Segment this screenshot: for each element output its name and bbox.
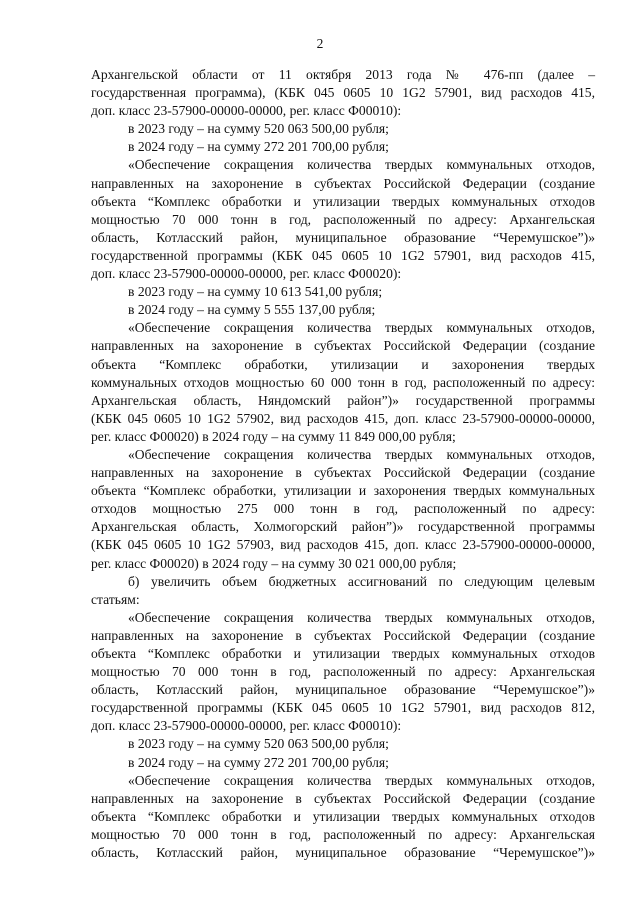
text-line: (КБК 045 0605 10 1G2 57902, вид расходов 415, доп. класс 23-57900-00000-00000, bbox=[91, 410, 595, 426]
text-line: «Обеспечение сокращения количества твердых коммунальных отходов, bbox=[128, 772, 595, 788]
text-line: область, Котласский район, муниципальное образование “Черемушское”)» bbox=[91, 229, 595, 245]
text-line: Архангельская область, Холмогорский район”)» государственной программы bbox=[91, 519, 595, 535]
page-number: 2 bbox=[316, 36, 324, 51]
text-line: в 2024 году – на сумму 272 201 700,00 рубля; bbox=[128, 754, 389, 770]
text-line: Архангельской области от 11 октября 2013 года № 476-пп (далее – bbox=[91, 67, 595, 82]
text-line: направленных на захоронение в субъектах Российской Федерации (создание bbox=[91, 627, 595, 643]
text-line: область, Котласский район, муниципальное образование “Черемушское”)» bbox=[91, 845, 595, 861]
text-line: рег. класс Ф00020) в 2024 году – на сумму 11 849 000,00 рубля; bbox=[91, 428, 456, 444]
text-line: в 2024 году – на сумму 5 555 137,00 рубля; bbox=[128, 302, 376, 318]
text-line: направленных на захоронение в субъектах Российской Федерации (создание bbox=[91, 465, 595, 481]
text-line: в 2023 году – на сумму 520 063 500,00 рубля; bbox=[128, 121, 389, 137]
text-line: направленных на захоронение в субъектах Российской Федерации (создание bbox=[91, 790, 595, 806]
text-line: «Обеспечение сокращения количества твердых коммунальных отходов, bbox=[128, 157, 595, 173]
text-line: направленных на захоронение в субъектах Российской Федерации (создание bbox=[91, 175, 595, 191]
text-line: (КБК 045 0605 10 1G2 57903, вид расходов 415, доп. класс 23-57900-00000-00000, bbox=[91, 537, 595, 553]
text-line: мощностью 70 000 тонн в год, расположенный по адресу: Архангельская bbox=[91, 211, 595, 227]
text-line: мощностью 70 000 тонн в год, расположенный по адресу: Архангельская bbox=[91, 664, 595, 680]
document-body bbox=[91, 66, 595, 862]
text-line: «Обеспечение сокращения количества твердых коммунальных отходов, bbox=[128, 446, 595, 462]
text-line: мощностью 70 000 тонн в год, расположенный по адресу: Архангельская bbox=[91, 826, 595, 842]
text-line: объекта “Комплекс обработки и утилизации твердых коммунальных отходов bbox=[91, 646, 595, 661]
text-line: коммунальных отходов мощностью 60 000 тонн в год, расположенный по адресу: bbox=[91, 374, 595, 390]
text-line: государственная программа), (КБК 045 0605 10 1G2 57901, вид расходов 415, bbox=[91, 85, 595, 101]
text-line: Архангельская область, Няндомский район”)» государственной программы bbox=[91, 392, 595, 408]
text-line: доп. класс 23-57900-00000-00000, рег. класс Ф00020): bbox=[91, 266, 402, 282]
text-line: б) увеличить объем бюджетных ассигнований по следующим целевым bbox=[128, 573, 595, 589]
text-line: государственной программы (КБК 045 0605 10 1G2 57901, вид расходов 415, bbox=[91, 247, 595, 263]
text-line: объекта “Комплекс обработки, утилизации и захоронения твердых коммунальных bbox=[91, 483, 595, 499]
text-line: отходов мощностью 275 000 тонн в год, расположенный по адресу: bbox=[91, 501, 595, 517]
text-line: направленных на захоронение в субъектах Российской Федерации (создание bbox=[91, 338, 595, 354]
text-line: объекта “Комплекс обработки и утилизации твердых коммунальных отходов bbox=[91, 193, 595, 209]
text-line: статьям: bbox=[91, 591, 140, 607]
text-line: в 2024 году – на сумму 272 201 700,00 рубля; bbox=[128, 139, 389, 155]
text-line: в 2023 году – на сумму 520 063 500,00 рубля; bbox=[128, 736, 389, 752]
text-line: «Обеспечение сокращения количества твердых коммунальных отходов, bbox=[128, 320, 595, 336]
text-line: рег. класс Ф00020) в 2024 году – на сумму 30 021 000,00 рубля; bbox=[91, 555, 457, 571]
text-line: государственной программы (КБК 045 0605 10 1G2 57901, вид расходов 812, bbox=[91, 700, 595, 716]
text-line: объекта “Комплекс обработки и утилизации твердых коммунальных отходов bbox=[91, 808, 595, 824]
text-line: доп. класс 23-57900-00000-00000, рег. класс Ф00010): bbox=[91, 718, 402, 734]
text-line: объекта “Комплекс обработки, утилизации и захоронения твердых bbox=[91, 356, 595, 372]
text-line: доп. класс 23-57900-00000-00000, рег. класс Ф00010): bbox=[91, 103, 402, 119]
text-line: в 2023 году – на сумму 10 613 541,00 рубля; bbox=[128, 284, 383, 300]
text-line: «Обеспечение сокращения количества твердых коммунальных отходов, bbox=[128, 609, 595, 625]
text-line: область, Котласский район, муниципальное образование “Черемушское”)» bbox=[91, 682, 595, 698]
